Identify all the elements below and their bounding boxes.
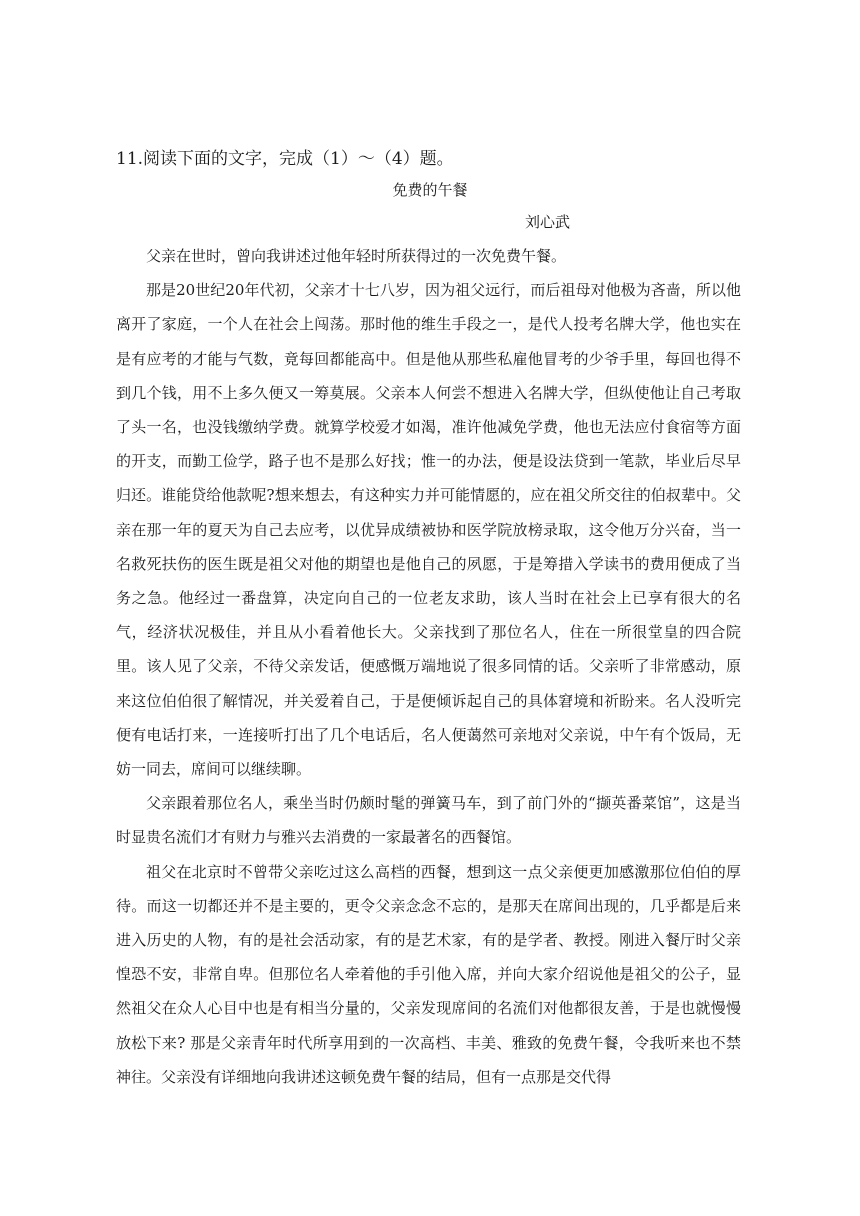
article-title: 免费的午餐 (392, 181, 468, 199)
paragraph: 父亲在世时，曾向我讲述过他年轻时所获得过的一次免费午餐。 (146, 247, 567, 265)
article-author: 刘心武 (525, 213, 571, 231)
question-heading: 11.阅读下面的文字，完成（1）～（4）题。 (116, 149, 454, 169)
paragraph: 那是20世纪20年代初，父亲才十七八岁，因为祖父远行，而后祖母对他极为吝啬，所以他离开了家庭，一个人在社会上闯荡。那时他的维生手段之一，是代人投考名牌大学，他也实在是有应考的才能与气数，竟每回都能高中。但是他从那些私雇他冒考的少爷手里，每回也得不到几个钱，用不上多久便又一筹莫展。父亲本人何尝不想进入名牌大学，但纵使他让自己考取了头一名，也没钱缴纳学费。就算学校爱才如渴，准许他减免学费，他也无法应付食宿等方面的开支，而勤工俭学，路子也不是那么好找；惟一的办法，便是设法贷到一笔款，毕业后尽早归还。谁能贷给他款呢?想来想去，有这种实力并可能情愿的，应在祖父所交往的伯叔辈中。父亲在那一年的夏天为自己去应考，以优异成绩被协和医学院放榜录取，这令他万分兴奋，当一名救死扶伤的医生既是祖父对他的期望也是他自己的夙愿，于是筹措入学读书的费用便成了当务之急。他经过一番盘算，决定向自己的一位老友求助，该人当时在社会上已享有很大的名气，经济状况极佳，并且从小看着他长大。父亲找到了那位名人，住在一所很堂皇的四合院里。该人见了父亲，不待父亲发话，便感慨万端地说了很多同情的话。父亲听了非常感动，原来这位伯伯很了解情况，并关爱着自己，于是便倾诉起自己的具体窘境和祈盼来。名人没听完便有电话打来，一连接听打出了几个电话后，名人便蔼然可亲地对父亲说，中午有个饭局，无妨一同去，席间可以继续聊。 (116, 281, 741, 779)
article-body (116, 239, 741, 1094)
paragraph: 祖父在北京时不曾带父亲吃过这么高档的西餐，想到这一点父亲便更加感激那位伯伯的厚待。而这一切都还并不是主要的，更令父亲念念不忘的，是那天在席间出现的，几乎都是后来进入历史的人物，有的是社会活动家，有的是艺术家，有的是学者、教授。刚进入餐厅时父亲惶恐不安，非常自卑。但那位名人牵着他的手引他入席，并向大家介绍说他是祖父的公子，显然祖父在众人心目中也是有相当分量的，父亲发现席间的名流们对他都很友善，于是也就慢慢放松下来? 那是父亲青年时代所享用到的一次高档、丰美、雅致的免费午餐，令我听来也不禁神往。父亲没有详细地向我讲述这顿免费午餐的结局，但有一点那是交代得 (116, 862, 741, 1086)
paragraph: 父亲跟着那位名人，乘坐当时仍颇时髦的弹簧马车，到了前门外的“撷英番菜馆”，这是当时显贵名流们才有财力与雅兴去消费的一家最著名的西餐馆。 (116, 794, 741, 847)
